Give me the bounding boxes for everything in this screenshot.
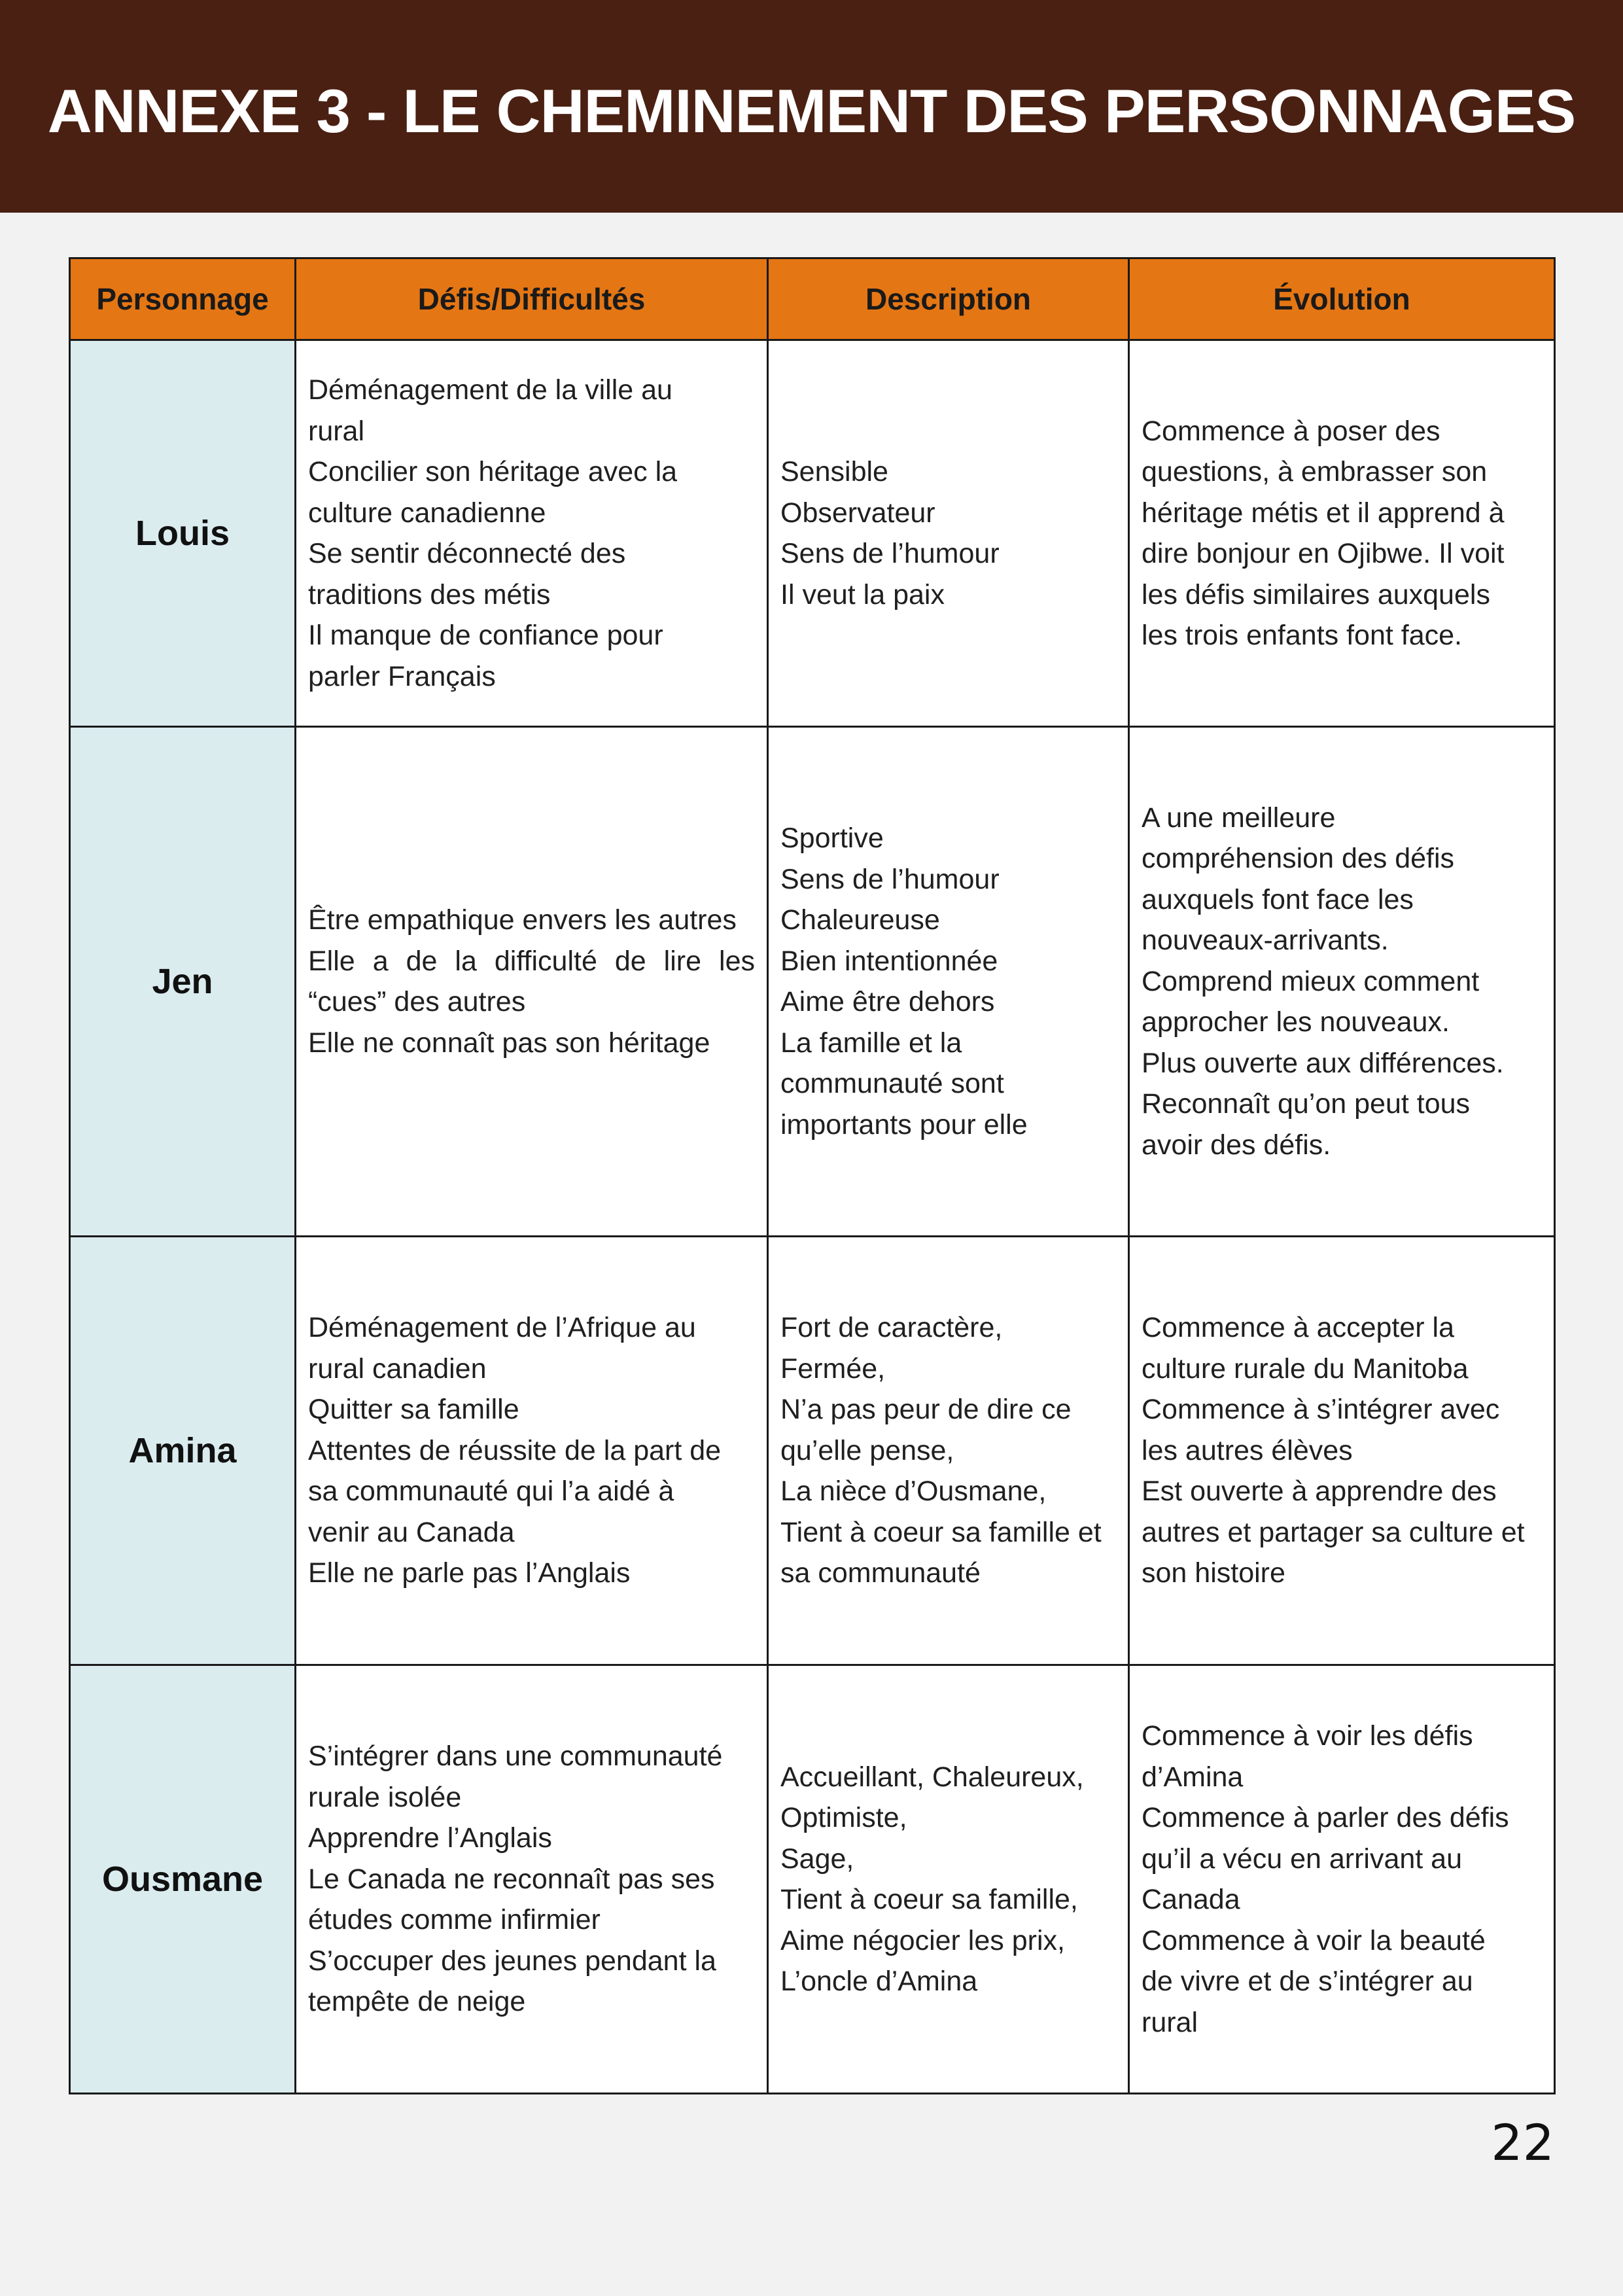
- description-line: La famille et la: [780, 1027, 962, 1059]
- header-description: Description: [768, 258, 1129, 340]
- defis-line: Attentes de réussite de la part de: [308, 1434, 722, 1466]
- defis-line: Déménagement de l’Afrique au: [308, 1312, 696, 1344]
- description-cell-jen: [768, 727, 1129, 1237]
- defis-line: Elle ne connaît pas son héritage: [308, 1027, 710, 1059]
- defis-line: tempête de neige: [308, 1986, 526, 2018]
- defis-line: études comme infirmier: [308, 1904, 601, 1936]
- evolution-line: questions, à embrasser son: [1142, 456, 1488, 487]
- evolution-line: auxquels font face les: [1142, 883, 1414, 915]
- evolution-line: rural: [1142, 2006, 1198, 2038]
- evolution-line: Commence à voir la beauté: [1142, 1924, 1486, 1956]
- evolution-line: Commence à parler des défis: [1142, 1802, 1509, 1833]
- description-line: Tient à coeur sa famille,: [780, 1884, 1078, 1915]
- table-row-jen: [70, 727, 1555, 1237]
- defis-line: Il manque de confiance pour: [308, 620, 663, 651]
- evolution-line: de vivre et de s’intégrer au: [1142, 1966, 1473, 1997]
- description-line: Sage,: [780, 1843, 854, 1875]
- evolution-line: Commence à poser des: [1142, 415, 1440, 447]
- table-row-ousmane: [70, 1665, 1555, 2094]
- description-line: Fermée,: [780, 1352, 886, 1385]
- defis-line: Le Canada ne reconnaît pas ses: [308, 1863, 715, 1895]
- defis-line: rural canadien: [308, 1352, 487, 1385]
- evolution-cell-amina: [1129, 1237, 1555, 1665]
- evolution-line: compréhension des défis: [1142, 843, 1455, 875]
- evolution-line: avoir des défis.: [1142, 1129, 1331, 1161]
- description-line: Tient à coeur sa famille et: [780, 1516, 1102, 1548]
- defis-line: parler Français: [308, 660, 496, 692]
- evolution-line: Canada: [1142, 1884, 1240, 1915]
- defis-line: culture canadienne: [308, 497, 546, 529]
- description-line: Aime négocier les prix,: [780, 1924, 1065, 1956]
- character-name-ousmane: Ousmane: [70, 1665, 296, 2094]
- evolution-line: Plus ouverte aux différences.: [1142, 1047, 1504, 1079]
- defis-cell-ousmane: [296, 1665, 768, 2094]
- description-line: communauté sont: [780, 1068, 1004, 1099]
- evolution-line: Commence à accepter la: [1142, 1312, 1454, 1344]
- header-evolution: Évolution: [1129, 258, 1555, 340]
- evolution-line: d’Amina: [1142, 1761, 1244, 1793]
- evolution-line: Comprend mieux comment: [1142, 965, 1480, 997]
- evolution-line: Commence à s’intégrer avec: [1142, 1394, 1500, 1426]
- description-line: Chaleureuse: [780, 904, 940, 936]
- defis-cell-jen: [296, 727, 768, 1237]
- defis-line: Être empathique envers les autres: [308, 904, 737, 936]
- description-line: Bien intentionnée: [780, 945, 998, 977]
- page-title: ANNEXE 3 - LE CHEMINEMENT DES PERSONNAGES: [47, 77, 1576, 145]
- evolution-line: autres et partager sa culture et: [1142, 1516, 1525, 1548]
- description-line: Optimiste,: [780, 1802, 907, 1833]
- table-row-louis: [70, 340, 1555, 727]
- evolution-line: les autres élèves: [1142, 1434, 1353, 1466]
- evolution-line: dire bonjour en Ojibwe. Il voit: [1142, 538, 1505, 569]
- description-line: Il veut la paix: [780, 578, 945, 610]
- evolution-line: Est ouverte à apprendre des: [1142, 1475, 1497, 1508]
- defis-line: S’intégrer dans une communauté: [308, 1740, 723, 1773]
- description-line: importants pour elle: [780, 1108, 1028, 1140]
- defis-line: rural: [308, 415, 365, 447]
- defis-line: rurale isolée: [308, 1781, 462, 1813]
- header-personnage: Personnage: [70, 258, 296, 340]
- description-line: qu’elle pense,: [780, 1434, 954, 1466]
- defis-line: Apprendre l’Anglais: [308, 1822, 552, 1854]
- evolution-line: qu’il a vécu en arrivant au: [1142, 1843, 1463, 1875]
- evolution-line: héritage métis et il apprend à: [1142, 497, 1505, 529]
- table-header-row: [70, 258, 1555, 340]
- evolution-line: nouveaux-arrivants.: [1142, 925, 1389, 957]
- description-line: N’a pas peur de dire ce: [780, 1394, 1072, 1426]
- description-line: Accueillant, Chaleureux,: [780, 1761, 1084, 1793]
- description-line: L’oncle d’Amina: [780, 1966, 978, 1997]
- defis-line: Elle ne parle pas l’Anglais: [308, 1557, 631, 1589]
- header-defis: Défis/Difficultés: [296, 258, 768, 340]
- defis-line: Se sentir déconnecté des: [308, 538, 626, 569]
- defis-line: S’occuper des jeunes pendant la: [308, 1945, 716, 1977]
- defis-line: venir au Canada: [308, 1516, 515, 1548]
- character-table: [69, 257, 1556, 2094]
- character-name-louis: Louis: [70, 340, 296, 727]
- evolution-line: les trois enfants font face.: [1142, 620, 1462, 651]
- evolution-line: son histoire: [1142, 1557, 1285, 1589]
- character-name-jen: Jen: [70, 727, 296, 1237]
- evolution-line: culture rurale du Manitoba: [1142, 1352, 1469, 1385]
- defis-line: “cues” des autres: [308, 986, 526, 1017]
- description-cell-amina: [768, 1237, 1129, 1665]
- table-row-amina: [70, 1237, 1555, 1665]
- description-cell-louis: [768, 340, 1129, 727]
- page-number: 22: [1491, 2113, 1554, 2172]
- defis-line: sa communauté qui l’a aidé à: [308, 1475, 674, 1508]
- character-name-amina: Amina: [70, 1237, 296, 1665]
- description-line: Observateur: [780, 497, 935, 529]
- defis-cell-amina: [296, 1237, 768, 1665]
- evolution-cell-jen: [1129, 727, 1555, 1237]
- table-container: [69, 257, 1554, 2094]
- evolution-cell-ousmane: [1129, 1665, 1555, 2094]
- evolution-line: Commence à voir les défis: [1142, 1720, 1473, 1752]
- description-line: Sportive: [780, 822, 884, 854]
- description-line: Sens de l’humour: [780, 538, 1000, 569]
- description-cell-ousmane: [768, 1665, 1129, 2094]
- evolution-cell-louis: [1129, 340, 1555, 727]
- evolution-line: Reconnaît qu’on peut tous: [1142, 1088, 1471, 1120]
- defis-line: Quitter sa famille: [308, 1394, 519, 1426]
- defis-line: Concilier son héritage avec la: [308, 456, 678, 487]
- defis-cell-louis: [296, 340, 768, 727]
- description-line: Aime être dehors: [780, 986, 995, 1017]
- defis-line: traditions des métis: [308, 578, 551, 610]
- description-line: Sensible: [780, 456, 888, 487]
- description-line: Sens de l’humour: [780, 863, 1000, 895]
- evolution-line: approcher les nouveaux.: [1142, 1006, 1450, 1038]
- evolution-line: A une meilleure: [1142, 802, 1336, 834]
- description-line: sa communauté: [780, 1557, 981, 1589]
- evolution-line: les défis similaires auxquels: [1142, 578, 1490, 610]
- description-line: La nièce d’Ousmane,: [780, 1475, 1047, 1508]
- defis-line: Déménagement de la ville au: [308, 374, 672, 406]
- defis-line: Elle a de la difficulté de lire les: [308, 945, 755, 977]
- description-line: Fort de caractère,: [780, 1312, 1003, 1344]
